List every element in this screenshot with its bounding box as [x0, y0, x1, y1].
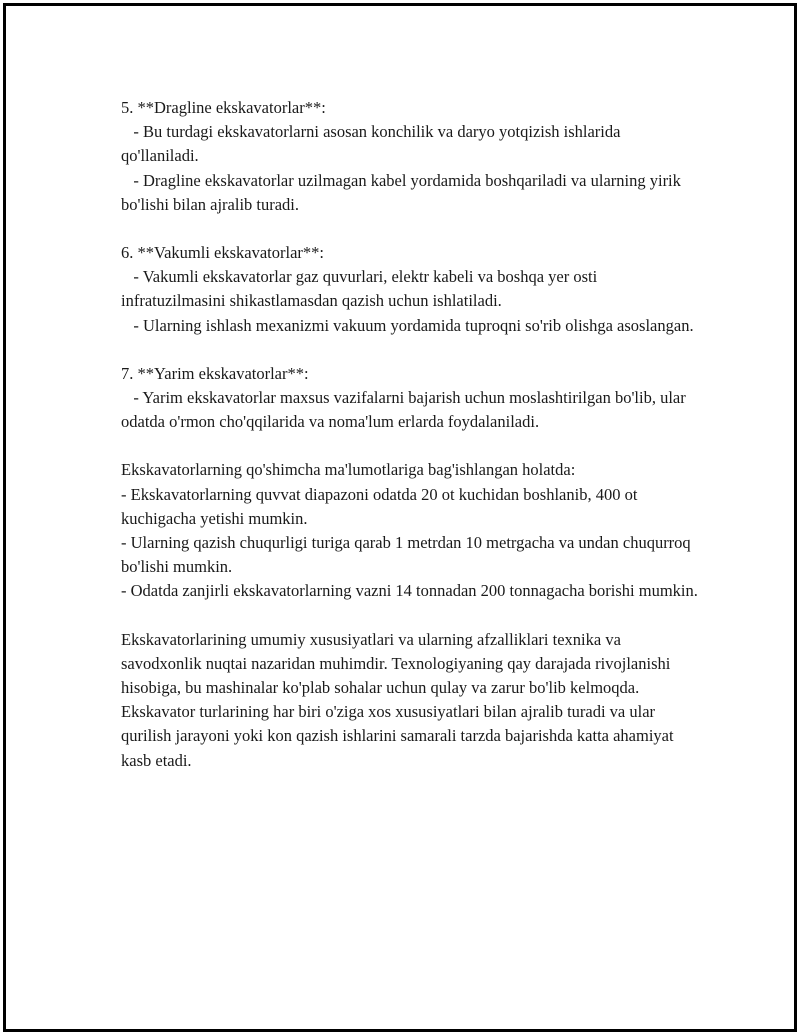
- bullet-line: - Ekskavatorlarning quvvat diapazoni odatda 20 ot kuchidan boshlanib, 400 ot kuchigacha yetishi mumkin.: [121, 484, 642, 528]
- section-dragline: [121, 96, 701, 217]
- bullet-line: - Ularning qazish chuqurligi turiga qarab 1 metrdan 10 metrgacha va undan chuqurroq bo'lishi mumkin.: [121, 533, 695, 577]
- document-body: [121, 96, 701, 797]
- section-heading: 6. **Vakumli ekskavatorlar**:: [121, 243, 324, 263]
- section-vakumli: [121, 241, 701, 338]
- bullet-line: - Odatda zanjirli ekskavatorlarning vazni 14 tonnadan 200 tonnagacha borishi mumkin.: [121, 581, 698, 601]
- bullet-line: - Yarim ekskavatorlar maxsus vazifalarni bajarish uchun moslashtirilgan bo'lib, ular odatda o'rmon cho'qqilarida va noma'lum erlarda foydalaniladi.: [121, 388, 690, 432]
- conclusion-paragraph: Ekskavatorlarining umumiy xususiyatlari va ularning afzalliklari texnika va savodxonlik nuqtai nazaridan muhimdir. Texnologiyaning qay darajada rivojlanishi hisobiga, bu mashinalar ko'plab sohalar uchun qulay va zarur bo'lib kelmoqda. Ekskavator turlarining har biri o'ziga xos xususiyatlari bilan ajralib turadi va ular qurilish jarayoni yoki kon qazish ishlarini samarali tarzda bajarishda katta ahamiyat kasb etadi.: [121, 629, 678, 770]
- bullet-line: - Bu turdagi ekskavatorlarni asosan konchilik va daryo yotqizish ishlarida qo'llaniladi.: [121, 122, 625, 166]
- bullet-line: - Dragline ekskavatorlar uzilmagan kabel yordamida boshqariladi va ularning yirik bo'lishi bilan ajralib turadi.: [121, 170, 686, 214]
- page-frame: [3, 3, 797, 1032]
- section-heading: 5. **Dragline ekskavatorlar**:: [121, 98, 326, 117]
- bullet-line: - Ularning ishlash mexanizmi vakuum yordamida tuproqni so'rib olishga asoslangan.: [121, 315, 694, 335]
- section-heading: 7. **Yarim ekskavatorlar**:: [121, 363, 309, 383]
- section-yarim: [121, 362, 701, 435]
- paragraph-intro: Ekskavatorlarning qo'shimcha ma'lumotlariga bag'ishlangan holatda:: [121, 460, 576, 480]
- section-conclusion: [121, 628, 701, 773]
- bullet-line: - Vakumli ekskavatorlar gaz quvurlari, elektr kabeli va boshqa yer osti infratuzilmasini shikastlamasdan qazish uchun ishlatiladi.: [121, 267, 602, 311]
- section-additional-info: [121, 458, 701, 603]
